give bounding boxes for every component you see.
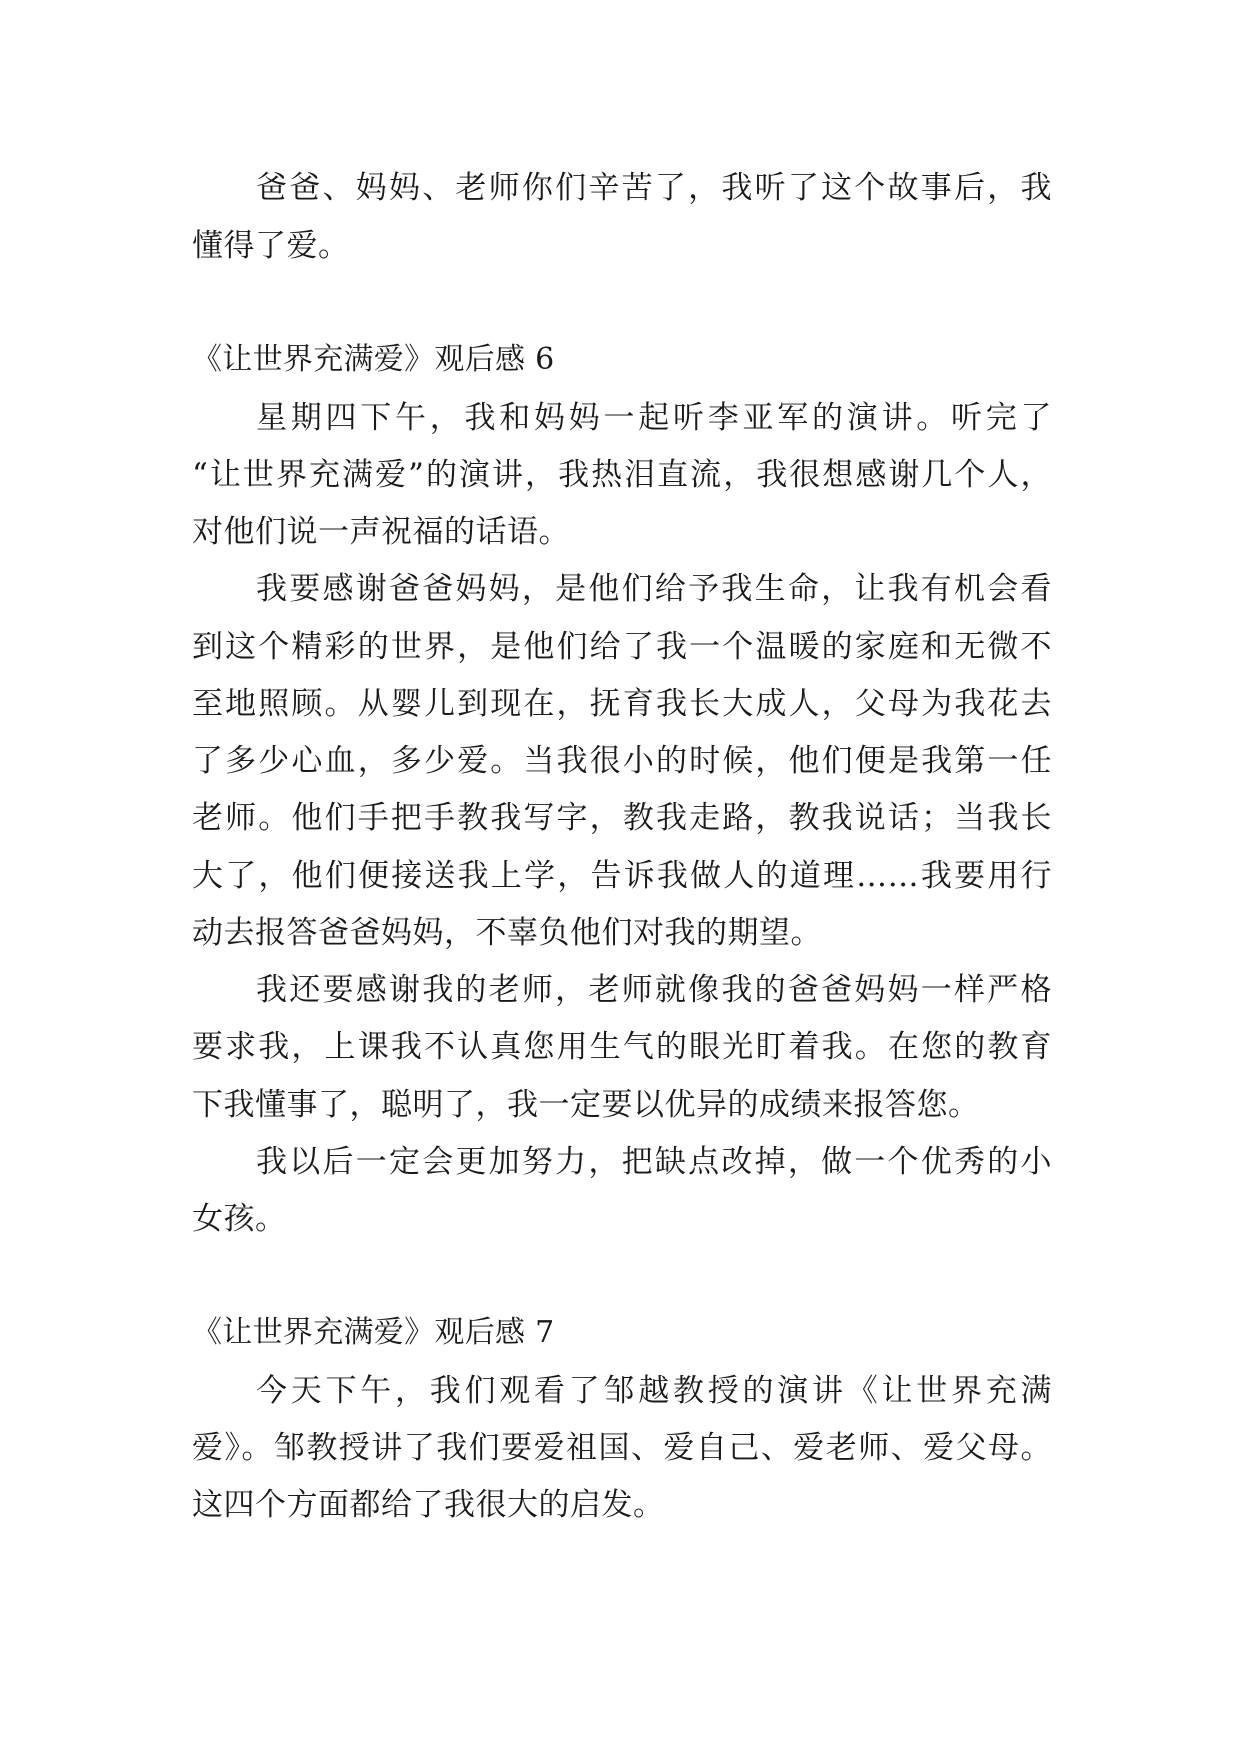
paragraph-line: 大了，他们便接送我上学，告诉我做人的道理……我要用行	[192, 858, 1052, 894]
paragraph-line: 今天下午，我们观看了邹越教授的演讲《让世界充满	[256, 1373, 1052, 1409]
paragraph-line: 这四个方面都给了我很大的启发。	[192, 1487, 665, 1523]
paragraph-line: 至地照顾。从婴儿到现在，抚育我长大成人，父母为我花去	[192, 686, 1052, 722]
paragraph-line: 了多少心血，多少爱。当我很小的时候，他们便是我第一任	[192, 743, 1052, 779]
paragraph-line: 我以后一定会更加努力，把缺点改掉，做一个优秀的小	[256, 1144, 1052, 1180]
section-heading-6: 《让世界充满爱》观后感 6	[192, 342, 555, 377]
paragraph-line: 爸爸、妈妈、老师你们辛苦了，我听了这个故事后，我	[256, 170, 1052, 206]
paragraph-line: 我要感谢爸爸妈妈，是他们给予我生命，让我有机会看	[256, 571, 1052, 607]
paragraph-line: 下我懂事了，聪明了，我一定要以优异的成绩来报答您。	[192, 1087, 980, 1123]
paragraph-line: 动去报答爸爸妈妈，不辜负他们对我的期望。	[192, 915, 822, 951]
paragraph-line: 女孩。	[192, 1201, 287, 1237]
paragraph-line: 老师。他们手把手教我写字，教我走路，教我说话；当我长	[192, 800, 1052, 836]
paragraph-line: 到这个精彩的世界，是他们给了我一个温暖的家庭和无微不	[192, 629, 1052, 665]
paragraph-line: 懂得了爱。	[192, 228, 350, 264]
paragraph-line: 我还要感谢我的老师，老师就像我的爸爸妈妈一样严格	[256, 972, 1052, 1008]
paragraph-line: 星期四下午，我和妈妈一起听李亚军的演讲。听完了	[256, 400, 1052, 436]
paragraph-line: “让世界充满爱”的演讲，我热泪直流，我很想感谢几个人，	[192, 457, 1052, 493]
paragraph-line: 对他们说一声祝福的话语。	[192, 514, 570, 550]
paragraph-line: 爱》。邹教授讲了我们要爱祖国、爱自己、爱老师、爱父母。	[192, 1430, 1052, 1466]
paragraph-line: 要求我，上课我不认真您用生气的眼光盯着我。在您的教育	[192, 1029, 1052, 1065]
section-heading-7: 《让世界充满爱》观后感 7	[192, 1315, 555, 1350]
